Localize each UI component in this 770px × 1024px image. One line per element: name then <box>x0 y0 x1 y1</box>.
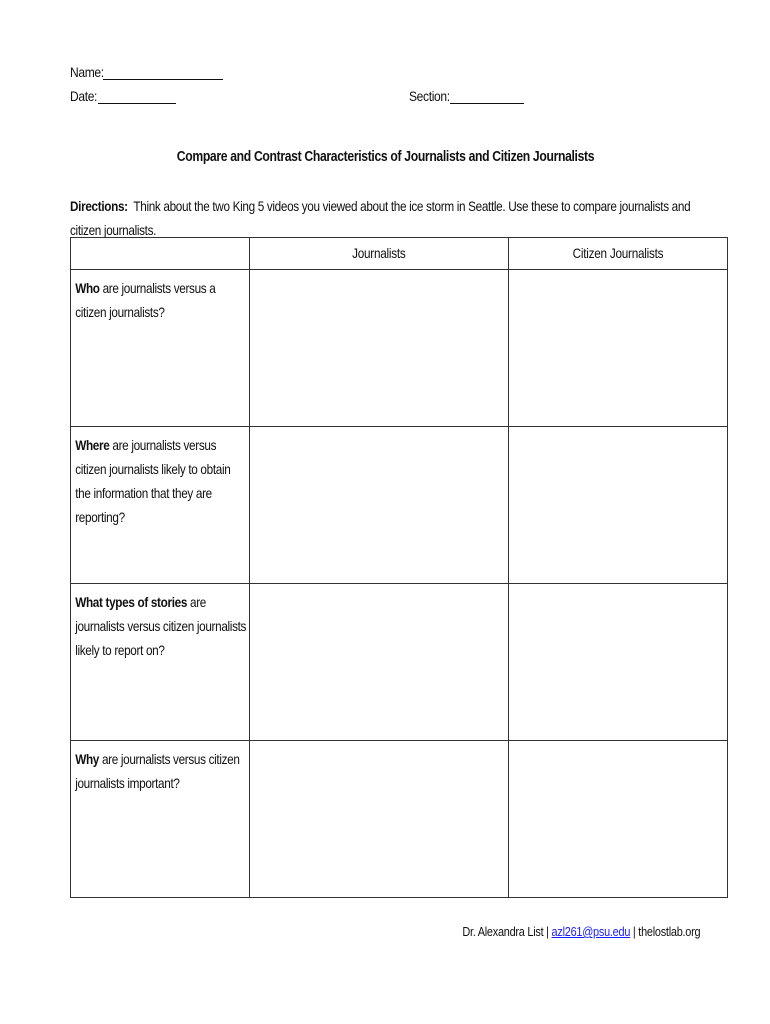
directions <box>70 194 770 242</box>
name-label: Name: <box>70 64 104 80</box>
header-journalists-label: Journalists <box>352 244 406 261</box>
answer-cell-journalists[interactable] <box>250 741 509 898</box>
question-keyword: What types of stories <box>75 594 188 610</box>
footer-email-link[interactable]: azl261@psu.edu <box>551 924 630 939</box>
question-text: are journalists versus citizen journalists likely to report on? <box>75 594 247 658</box>
question-text: are journalists versus citizen journalists important? <box>75 751 240 791</box>
answer-cell-citizen-journalists[interactable] <box>509 584 728 741</box>
table-header-row <box>71 238 728 270</box>
header-citizen-journalists-label: Citizen Journalists <box>572 244 664 261</box>
page-title-text: Compare and Contrast Characteristics of Journalists and Citizen Journalists <box>176 149 594 165</box>
name-field <box>70 64 223 80</box>
directions-label: Directions: <box>70 198 128 214</box>
table-row-why <box>71 741 728 898</box>
answer-cell-journalists[interactable] <box>250 584 509 741</box>
table-row-who <box>71 270 728 427</box>
section-field <box>409 88 524 104</box>
directions-text-1: Think about the two King 5 videos you viewed about the ice storm in Seattle. Use these to compare journalists and <box>133 198 691 214</box>
directions-text-2: citizen journalists. <box>70 222 157 238</box>
section-label: Section: <box>409 88 450 104</box>
header-cell-empty <box>71 238 250 270</box>
question-cell <box>71 270 250 427</box>
table-row-what <box>71 584 728 741</box>
question-text: are journalists versus a citizen journalists? <box>75 280 216 320</box>
name-blank[interactable] <box>103 65 223 80</box>
answer-cell-citizen-journalists[interactable] <box>509 270 728 427</box>
question-cell <box>71 584 250 741</box>
table-row-where <box>71 427 728 584</box>
answer-cell-journalists[interactable] <box>250 270 509 427</box>
date-blank[interactable] <box>98 89 176 104</box>
directions-line-1 <box>70 194 691 218</box>
comparison-table <box>70 237 728 898</box>
answer-cell-citizen-journalists[interactable] <box>509 741 728 898</box>
section-blank[interactable] <box>450 89 524 104</box>
question-text: are journalists versus citizen journalists likely to obtain the information that they are reporting? <box>75 437 231 525</box>
question-keyword: Who <box>75 280 100 296</box>
date-field <box>70 88 176 104</box>
answer-cell-citizen-journalists[interactable] <box>509 427 728 584</box>
question-cell <box>71 427 250 584</box>
date-label: Date: <box>70 88 98 104</box>
header-cell-journalists <box>250 238 509 270</box>
header-cell-citizen-journalists <box>509 238 728 270</box>
question-keyword: Why <box>75 751 100 767</box>
footer-site: | thelostlab.org <box>632 924 700 939</box>
footer-author: Dr. Alexandra List | <box>461 924 549 939</box>
question-keyword: Where <box>75 437 110 453</box>
answer-cell-journalists[interactable] <box>250 427 509 584</box>
footer <box>417 924 700 939</box>
question-cell <box>71 741 250 898</box>
page-title <box>0 148 770 166</box>
